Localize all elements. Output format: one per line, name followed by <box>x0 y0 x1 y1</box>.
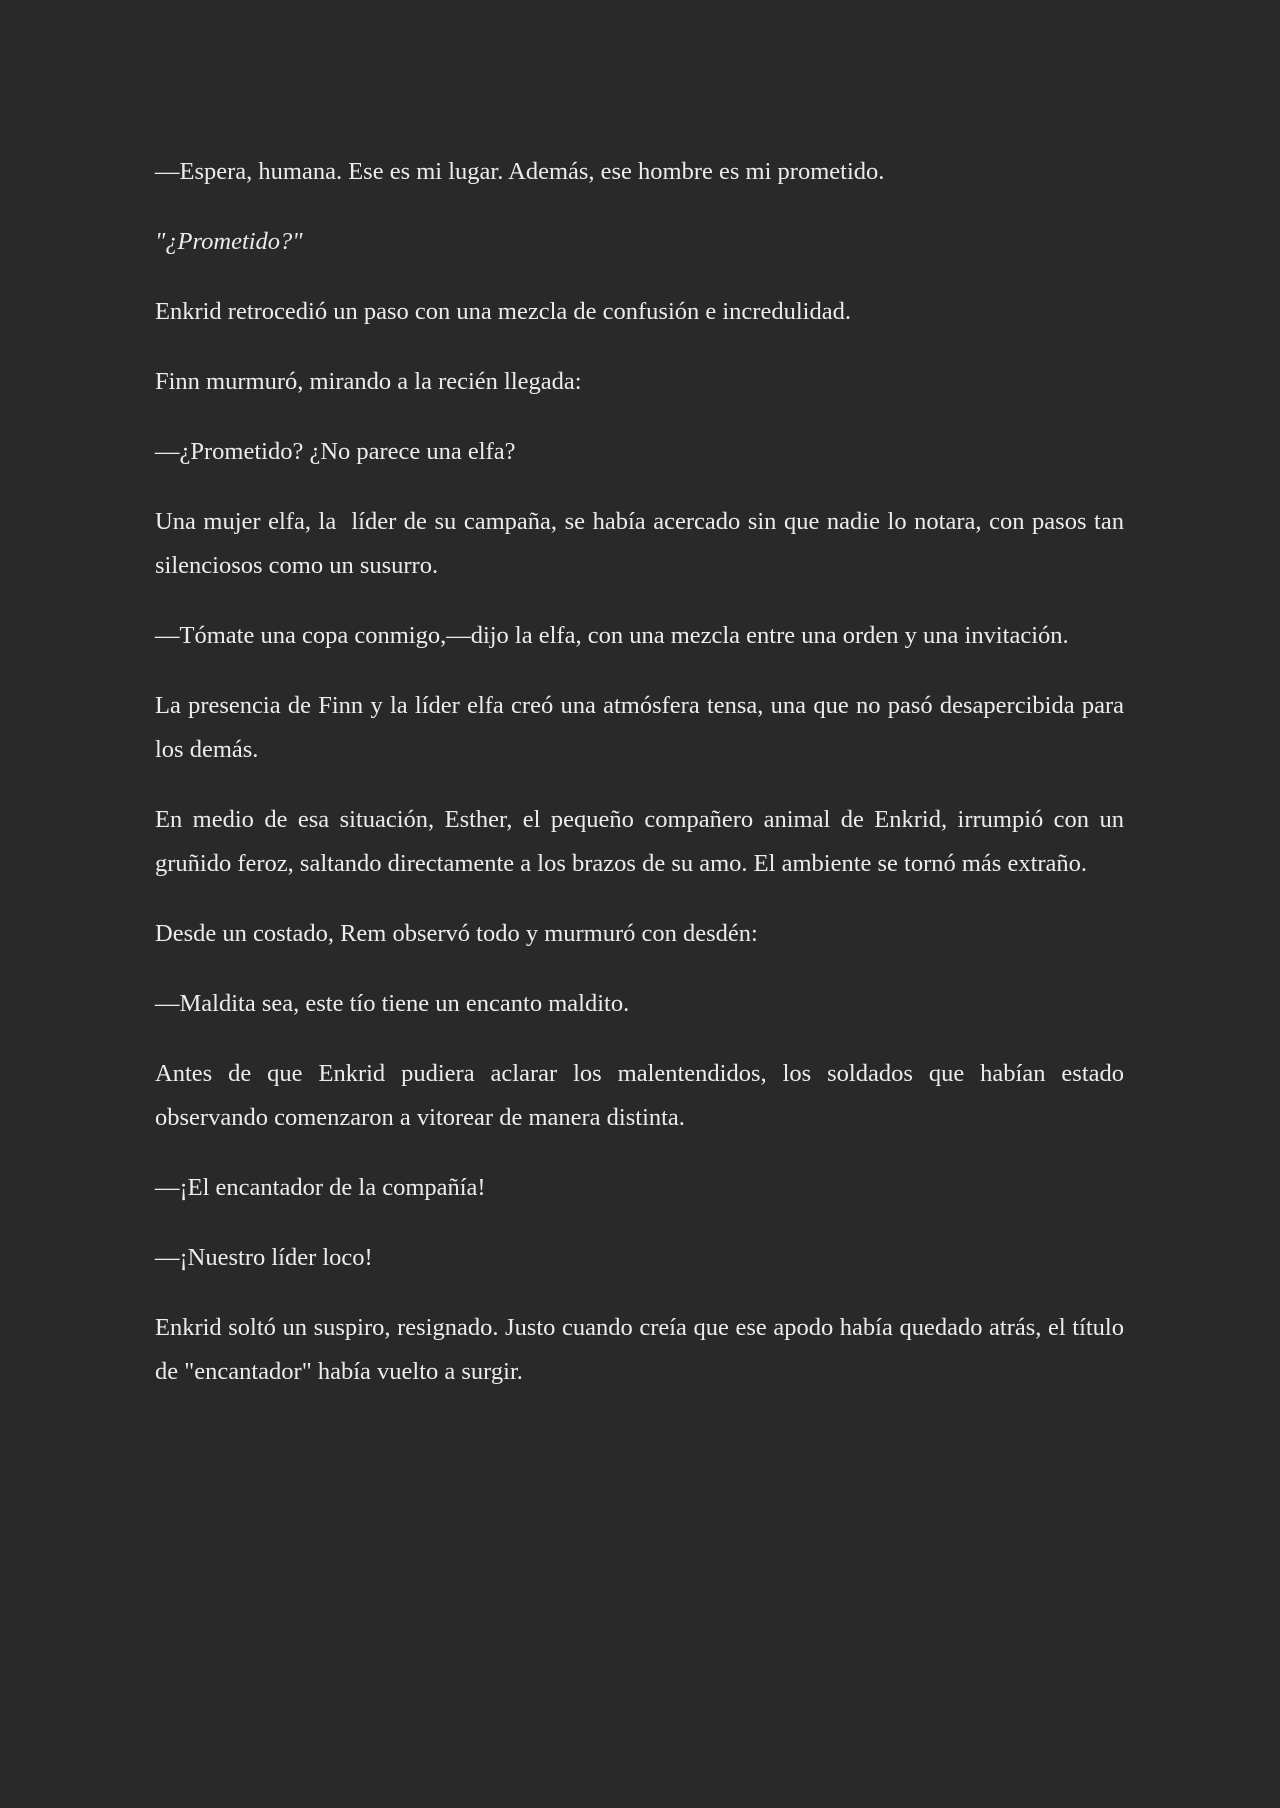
paragraph: Enkrid soltó un suspiro, resignado. Justo cuando creía que ese apodo había quedado atrás, el título de "encantador" había vuelto a surgir. <box>155 1314 1131 1385</box>
paragraph-dialogue: —¿Prometido? ¿No parece una elfa? <box>155 438 516 465</box>
paragraph-dialogue: —¡Nuestro líder loco! <box>155 1244 373 1271</box>
paragraph-dialogue: —Maldita sea, este tío tiene un encanto maldito. <box>155 990 630 1017</box>
paragraph: Finn murmuró, mirando a la recién llegada: <box>155 368 582 395</box>
paragraph: Antes de que Enkrid pudiera aclarar los malentendidos, los soldados que habían estado observando comenzaron a vitorear de manera distinta. <box>155 1060 1131 1131</box>
paragraph: En medio de esa situación, Esther, el pequeño compañero animal de Enkrid, irrumpió con un gruñido feroz, saltando directamente a los brazos de su amo. El ambiente se tornó más extraño. <box>155 806 1131 877</box>
paragraph-thought: "¿Prometido?" <box>155 228 303 255</box>
paragraph-dialogue: —Tómate una copa conmigo,—dijo la elfa, con una mezcla entre una orden y una invitación. <box>155 622 1069 649</box>
paragraph-dialogue: —Espera, humana. Ese es mi lugar. Además, ese hombre es mi prometido. <box>155 158 885 185</box>
paragraph: Enkrid retrocedió un paso con una mezcla de confusión e incredulidad. <box>155 298 851 325</box>
paragraph: Desde un costado, Rem observó todo y murmuró con desdén: <box>155 920 758 947</box>
paragraph: La presencia de Finn y la líder elfa creó una atmósfera tensa, una que no pasó desapercibida para los demás. <box>155 692 1131 763</box>
chapter-text <box>155 150 1131 1420</box>
paragraph-dialogue: —¡El encantador de la compañía! <box>155 1174 486 1201</box>
paragraph: Una mujer elfa, la líder de su campaña, se había acercado sin que nadie lo notara, con pasos tan silenciosos como un susurro. <box>155 508 1131 579</box>
